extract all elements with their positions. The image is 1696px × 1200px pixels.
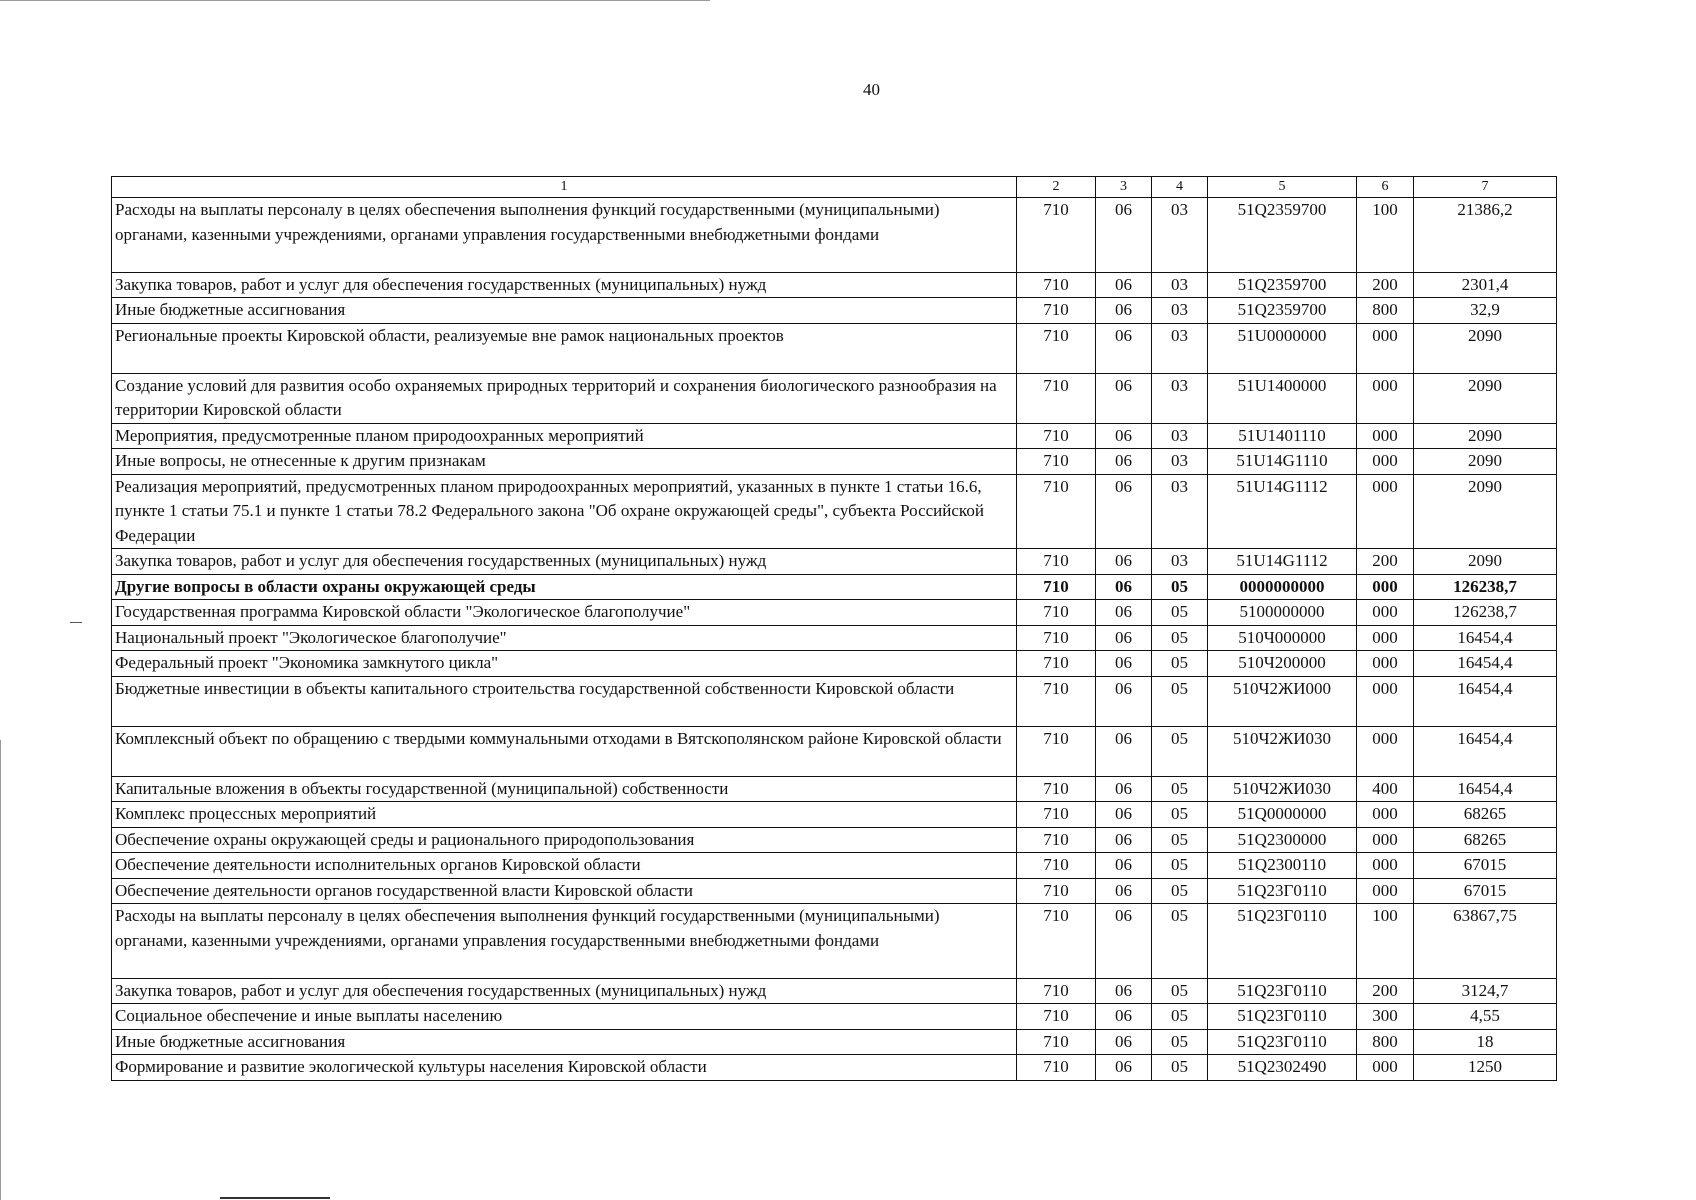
cell-target-article: 51Q23Г0110 [1208, 878, 1357, 904]
cell-subsection: 05 [1152, 1055, 1208, 1081]
cell-subsection: 05 [1152, 776, 1208, 802]
cell-section: 06 [1096, 298, 1152, 324]
cell-ministry-code: 710 [1017, 625, 1096, 651]
cell-expense-type: 000 [1357, 1055, 1414, 1081]
cell-amount: 63867,75 [1414, 904, 1557, 979]
cell-target-article: 51Q2359700 [1208, 198, 1357, 273]
cell-subsection: 05 [1152, 978, 1208, 1004]
cell-amount: 2090 [1414, 373, 1557, 423]
cell-expense-type: 300 [1357, 1004, 1414, 1030]
cell-ministry-code: 710 [1017, 600, 1096, 626]
table-row [112, 651, 1557, 677]
row-description: Региональные проекты Кировской области, реализуемые вне рамок национальных проектов [112, 323, 1017, 373]
cell-subsection: 05 [1152, 625, 1208, 651]
cell-target-article: 51U14G1112 [1208, 474, 1357, 549]
cell-section: 06 [1096, 625, 1152, 651]
cell-subsection: 03 [1152, 474, 1208, 549]
cell-subsection: 05 [1152, 1029, 1208, 1055]
cell-ministry-code: 710 [1017, 978, 1096, 1004]
cell-section: 06 [1096, 651, 1152, 677]
cell-expense-type: 800 [1357, 1029, 1414, 1055]
column-header: 6 [1357, 177, 1414, 198]
cell-ministry-code: 710 [1017, 449, 1096, 475]
cell-subsection: 05 [1152, 651, 1208, 677]
scan-mark [70, 622, 82, 623]
cell-expense-type: 000 [1357, 676, 1414, 726]
column-header: 1 [112, 177, 1017, 198]
cell-target-article: 51Q2300110 [1208, 853, 1357, 879]
row-description: Закупка товаров, работ и услуг для обеспечения государственных (муниципальных) нужд [112, 978, 1017, 1004]
cell-section: 06 [1096, 449, 1152, 475]
cell-amount: 32,9 [1414, 298, 1557, 324]
budget-table [111, 176, 1557, 1081]
cell-target-article: 510Ч000000 [1208, 625, 1357, 651]
table-row [112, 1055, 1557, 1081]
cell-expense-type: 000 [1357, 373, 1414, 423]
cell-amount: 67015 [1414, 878, 1557, 904]
table-row [112, 1029, 1557, 1055]
cell-target-article: 51Q2300000 [1208, 827, 1357, 853]
table-row [112, 198, 1557, 273]
column-header: 7 [1414, 177, 1557, 198]
cell-amount: 67015 [1414, 853, 1557, 879]
cell-target-article: 51Q23Г0110 [1208, 1029, 1357, 1055]
table-row [112, 904, 1557, 979]
cell-subsection: 05 [1152, 1004, 1208, 1030]
cell-section: 06 [1096, 323, 1152, 373]
table-row [112, 272, 1557, 298]
cell-expense-type: 000 [1357, 878, 1414, 904]
cell-expense-type: 000 [1357, 625, 1414, 651]
row-description: Расходы на выплаты персоналу в целях обеспечения выполнения функций государственными (муниципальными) органами, казенными учреждениями, органами управления государственными внебюджетными фондами [112, 198, 1017, 273]
row-description: Иные бюджетные ассигнования [112, 1029, 1017, 1055]
cell-section: 06 [1096, 1029, 1152, 1055]
table-row [112, 323, 1557, 373]
cell-expense-type: 000 [1357, 600, 1414, 626]
table-row [112, 1004, 1557, 1030]
cell-ministry-code: 710 [1017, 549, 1096, 575]
column-header: 4 [1152, 177, 1208, 198]
cell-section: 06 [1096, 549, 1152, 575]
cell-ministry-code: 710 [1017, 1055, 1096, 1081]
row-description: Иные вопросы, не отнесенные к другим признакам [112, 449, 1017, 475]
cell-ministry-code: 710 [1017, 726, 1096, 776]
scan-edge-top [0, 0, 710, 1]
table-row [112, 549, 1557, 575]
cell-section: 06 [1096, 1004, 1152, 1030]
column-header: 5 [1208, 177, 1357, 198]
cell-target-article: 0000000000 [1208, 574, 1357, 600]
row-description: Национальный проект "Экологическое благополучие" [112, 625, 1017, 651]
table-row [112, 827, 1557, 853]
cell-section: 06 [1096, 676, 1152, 726]
table-row [112, 878, 1557, 904]
cell-subsection: 03 [1152, 272, 1208, 298]
cell-ministry-code: 710 [1017, 198, 1096, 273]
scan-mark-bottom [220, 1197, 330, 1199]
cell-amount: 2090 [1414, 474, 1557, 549]
cell-section: 06 [1096, 474, 1152, 549]
cell-amount: 16454,4 [1414, 776, 1557, 802]
row-description: Капитальные вложения в объекты государственной (муниципальной) собственности [112, 776, 1017, 802]
cell-section: 06 [1096, 776, 1152, 802]
cell-subsection: 05 [1152, 802, 1208, 828]
cell-ministry-code: 710 [1017, 272, 1096, 298]
cell-subsection: 05 [1152, 853, 1208, 879]
row-description: Государственная программа Кировской области "Экологическое благополучие" [112, 600, 1017, 626]
budget-table-body [112, 198, 1557, 1081]
cell-section: 06 [1096, 827, 1152, 853]
cell-ministry-code: 710 [1017, 373, 1096, 423]
cell-subsection: 05 [1152, 600, 1208, 626]
cell-section: 06 [1096, 600, 1152, 626]
row-description: Социальное обеспечение и иные выплаты населению [112, 1004, 1017, 1030]
cell-ministry-code: 710 [1017, 878, 1096, 904]
cell-amount: 16454,4 [1414, 726, 1557, 776]
cell-subsection: 03 [1152, 549, 1208, 575]
cell-amount: 126238,7 [1414, 574, 1557, 600]
cell-subsection: 03 [1152, 298, 1208, 324]
row-description: Комплексный объект по обращению с твердыми коммунальными отходами в Вятскополянском районе Кировской области [112, 726, 1017, 776]
cell-ministry-code: 710 [1017, 651, 1096, 677]
table-row [112, 600, 1557, 626]
table-row [112, 449, 1557, 475]
cell-amount: 1250 [1414, 1055, 1557, 1081]
cell-subsection: 03 [1152, 198, 1208, 273]
cell-expense-type: 400 [1357, 776, 1414, 802]
cell-section: 06 [1096, 978, 1152, 1004]
cell-amount: 68265 [1414, 802, 1557, 828]
cell-expense-type: 100 [1357, 198, 1414, 273]
cell-expense-type: 000 [1357, 474, 1414, 549]
row-description: Обеспечение охраны окружающей среды и рационального природопользования [112, 827, 1017, 853]
column-header: 2 [1017, 177, 1096, 198]
cell-ministry-code: 710 [1017, 298, 1096, 324]
cell-subsection: 05 [1152, 574, 1208, 600]
cell-amount: 21386,2 [1414, 198, 1557, 273]
cell-ministry-code: 710 [1017, 802, 1096, 828]
cell-ministry-code: 710 [1017, 776, 1096, 802]
cell-ministry-code: 710 [1017, 827, 1096, 853]
cell-amount: 126238,7 [1414, 600, 1557, 626]
cell-amount: 16454,4 [1414, 676, 1557, 726]
column-header: 3 [1096, 177, 1152, 198]
cell-amount: 2301,4 [1414, 272, 1557, 298]
row-description: Иные бюджетные ассигнования [112, 298, 1017, 324]
cell-ministry-code: 710 [1017, 1029, 1096, 1055]
cell-amount: 16454,4 [1414, 625, 1557, 651]
table-row [112, 298, 1557, 324]
cell-expense-type: 000 [1357, 853, 1414, 879]
cell-target-article: 51Q2302490 [1208, 1055, 1357, 1081]
cell-expense-type: 000 [1357, 651, 1414, 677]
table-row [112, 373, 1557, 423]
cell-subsection: 03 [1152, 323, 1208, 373]
cell-expense-type: 000 [1357, 449, 1414, 475]
cell-target-article: 51Q23Г0110 [1208, 978, 1357, 1004]
cell-target-article: 51U0000000 [1208, 323, 1357, 373]
cell-section: 06 [1096, 1055, 1152, 1081]
table-row [112, 802, 1557, 828]
column-number-row [112, 177, 1557, 198]
row-description: Реализация мероприятий, предусмотренных планом природоохранных мероприятий, указанных в пункте 1 статьи 16.6, пункте 1 статьи 75.1 и пункте 1 статьи 78.2 Федерального закона "Об охране окружающей среды", субъекта Российской Федерации [112, 474, 1017, 549]
cell-ministry-code: 710 [1017, 423, 1096, 449]
row-description: Федеральный проект "Экономика замкнутого цикла" [112, 651, 1017, 677]
table-row [112, 574, 1557, 600]
table-row [112, 726, 1557, 776]
table-row [112, 776, 1557, 802]
row-description: Закупка товаров, работ и услуг для обеспечения государственных (муниципальных) нужд [112, 549, 1017, 575]
table-row [112, 853, 1557, 879]
cell-target-article: 510Ч2ЖИ030 [1208, 726, 1357, 776]
cell-section: 06 [1096, 802, 1152, 828]
cell-expense-type: 000 [1357, 323, 1414, 373]
cell-section: 06 [1096, 878, 1152, 904]
table-row [112, 625, 1557, 651]
cell-ministry-code: 710 [1017, 474, 1096, 549]
cell-section: 06 [1096, 853, 1152, 879]
cell-target-article: 51U1401110 [1208, 423, 1357, 449]
cell-ministry-code: 710 [1017, 853, 1096, 879]
cell-amount: 2090 [1414, 323, 1557, 373]
row-description: Формирование и развитие экологической культуры населения Кировской области [112, 1055, 1017, 1081]
cell-target-article: 5100000000 [1208, 600, 1357, 626]
cell-subsection: 05 [1152, 676, 1208, 726]
cell-expense-type: 000 [1357, 827, 1414, 853]
cell-target-article: 51Q2359700 [1208, 272, 1357, 298]
cell-target-article: 51U14G1112 [1208, 549, 1357, 575]
cell-amount: 4,55 [1414, 1004, 1557, 1030]
cell-target-article: 510Ч2ЖИ030 [1208, 776, 1357, 802]
row-description: Бюджетные инвестиции в объекты капитального строительства государственной собственности Кировской области [112, 676, 1017, 726]
cell-expense-type: 000 [1357, 726, 1414, 776]
cell-subsection: 05 [1152, 726, 1208, 776]
cell-section: 06 [1096, 904, 1152, 979]
cell-ministry-code: 710 [1017, 904, 1096, 979]
cell-target-article: 51Q0000000 [1208, 802, 1357, 828]
row-description: Мероприятия, предусмотренные планом природоохранных мероприятий [112, 423, 1017, 449]
cell-expense-type: 200 [1357, 272, 1414, 298]
table-row [112, 423, 1557, 449]
cell-expense-type: 800 [1357, 298, 1414, 324]
cell-section: 06 [1096, 373, 1152, 423]
row-description: Расходы на выплаты персоналу в целях обеспечения выполнения функций государственными (муниципальными) органами, казенными учреждениями, органами управления государственными внебюджетными фондами [112, 904, 1017, 979]
cell-section: 06 [1096, 726, 1152, 776]
row-description: Обеспечение деятельности органов государственной власти Кировской области [112, 878, 1017, 904]
cell-subsection: 05 [1152, 904, 1208, 979]
cell-target-article: 51U14G1110 [1208, 449, 1357, 475]
cell-subsection: 03 [1152, 373, 1208, 423]
cell-expense-type: 200 [1357, 978, 1414, 1004]
cell-target-article: 51Q23Г0110 [1208, 1004, 1357, 1030]
cell-amount: 68265 [1414, 827, 1557, 853]
cell-target-article: 510Ч2ЖИ000 [1208, 676, 1357, 726]
scan-edge-left [0, 740, 1, 1200]
row-description: Создание условий для развития особо охраняемых природных территорий и сохранения биологического разнообразия на территории Кировской области [112, 373, 1017, 423]
row-description: Обеспечение деятельности исполнительных органов Кировской области [112, 853, 1017, 879]
row-description: Закупка товаров, работ и услуг для обеспечения государственных (муниципальных) нужд [112, 272, 1017, 298]
cell-ministry-code: 710 [1017, 676, 1096, 726]
cell-amount: 18 [1414, 1029, 1557, 1055]
cell-amount: 2090 [1414, 423, 1557, 449]
cell-target-article: 51Q2359700 [1208, 298, 1357, 324]
cell-expense-type: 000 [1357, 574, 1414, 600]
cell-section: 06 [1096, 198, 1152, 273]
cell-target-article: 51Q23Г0110 [1208, 904, 1357, 979]
cell-ministry-code: 710 [1017, 574, 1096, 600]
cell-target-article: 510Ч200000 [1208, 651, 1357, 677]
cell-section: 06 [1096, 574, 1152, 600]
cell-ministry-code: 710 [1017, 1004, 1096, 1030]
cell-subsection: 03 [1152, 449, 1208, 475]
cell-amount: 3124,7 [1414, 978, 1557, 1004]
cell-expense-type: 000 [1357, 802, 1414, 828]
cell-section: 06 [1096, 272, 1152, 298]
table-row [112, 978, 1557, 1004]
table-row [112, 676, 1557, 726]
cell-target-article: 51U1400000 [1208, 373, 1357, 423]
cell-expense-type: 000 [1357, 423, 1414, 449]
table-row [112, 474, 1557, 549]
cell-expense-type: 200 [1357, 549, 1414, 575]
cell-subsection: 03 [1152, 423, 1208, 449]
cell-amount: 2090 [1414, 549, 1557, 575]
cell-subsection: 05 [1152, 827, 1208, 853]
page-number: 40 [863, 80, 880, 99]
cell-ministry-code: 710 [1017, 323, 1096, 373]
cell-amount: 16454,4 [1414, 651, 1557, 677]
cell-expense-type: 100 [1357, 904, 1414, 979]
cell-amount: 2090 [1414, 449, 1557, 475]
cell-subsection: 05 [1152, 878, 1208, 904]
row-description: Комплекс процессных мероприятий [112, 802, 1017, 828]
row-description: Другие вопросы в области охраны окружающей среды [112, 574, 1017, 600]
cell-section: 06 [1096, 423, 1152, 449]
